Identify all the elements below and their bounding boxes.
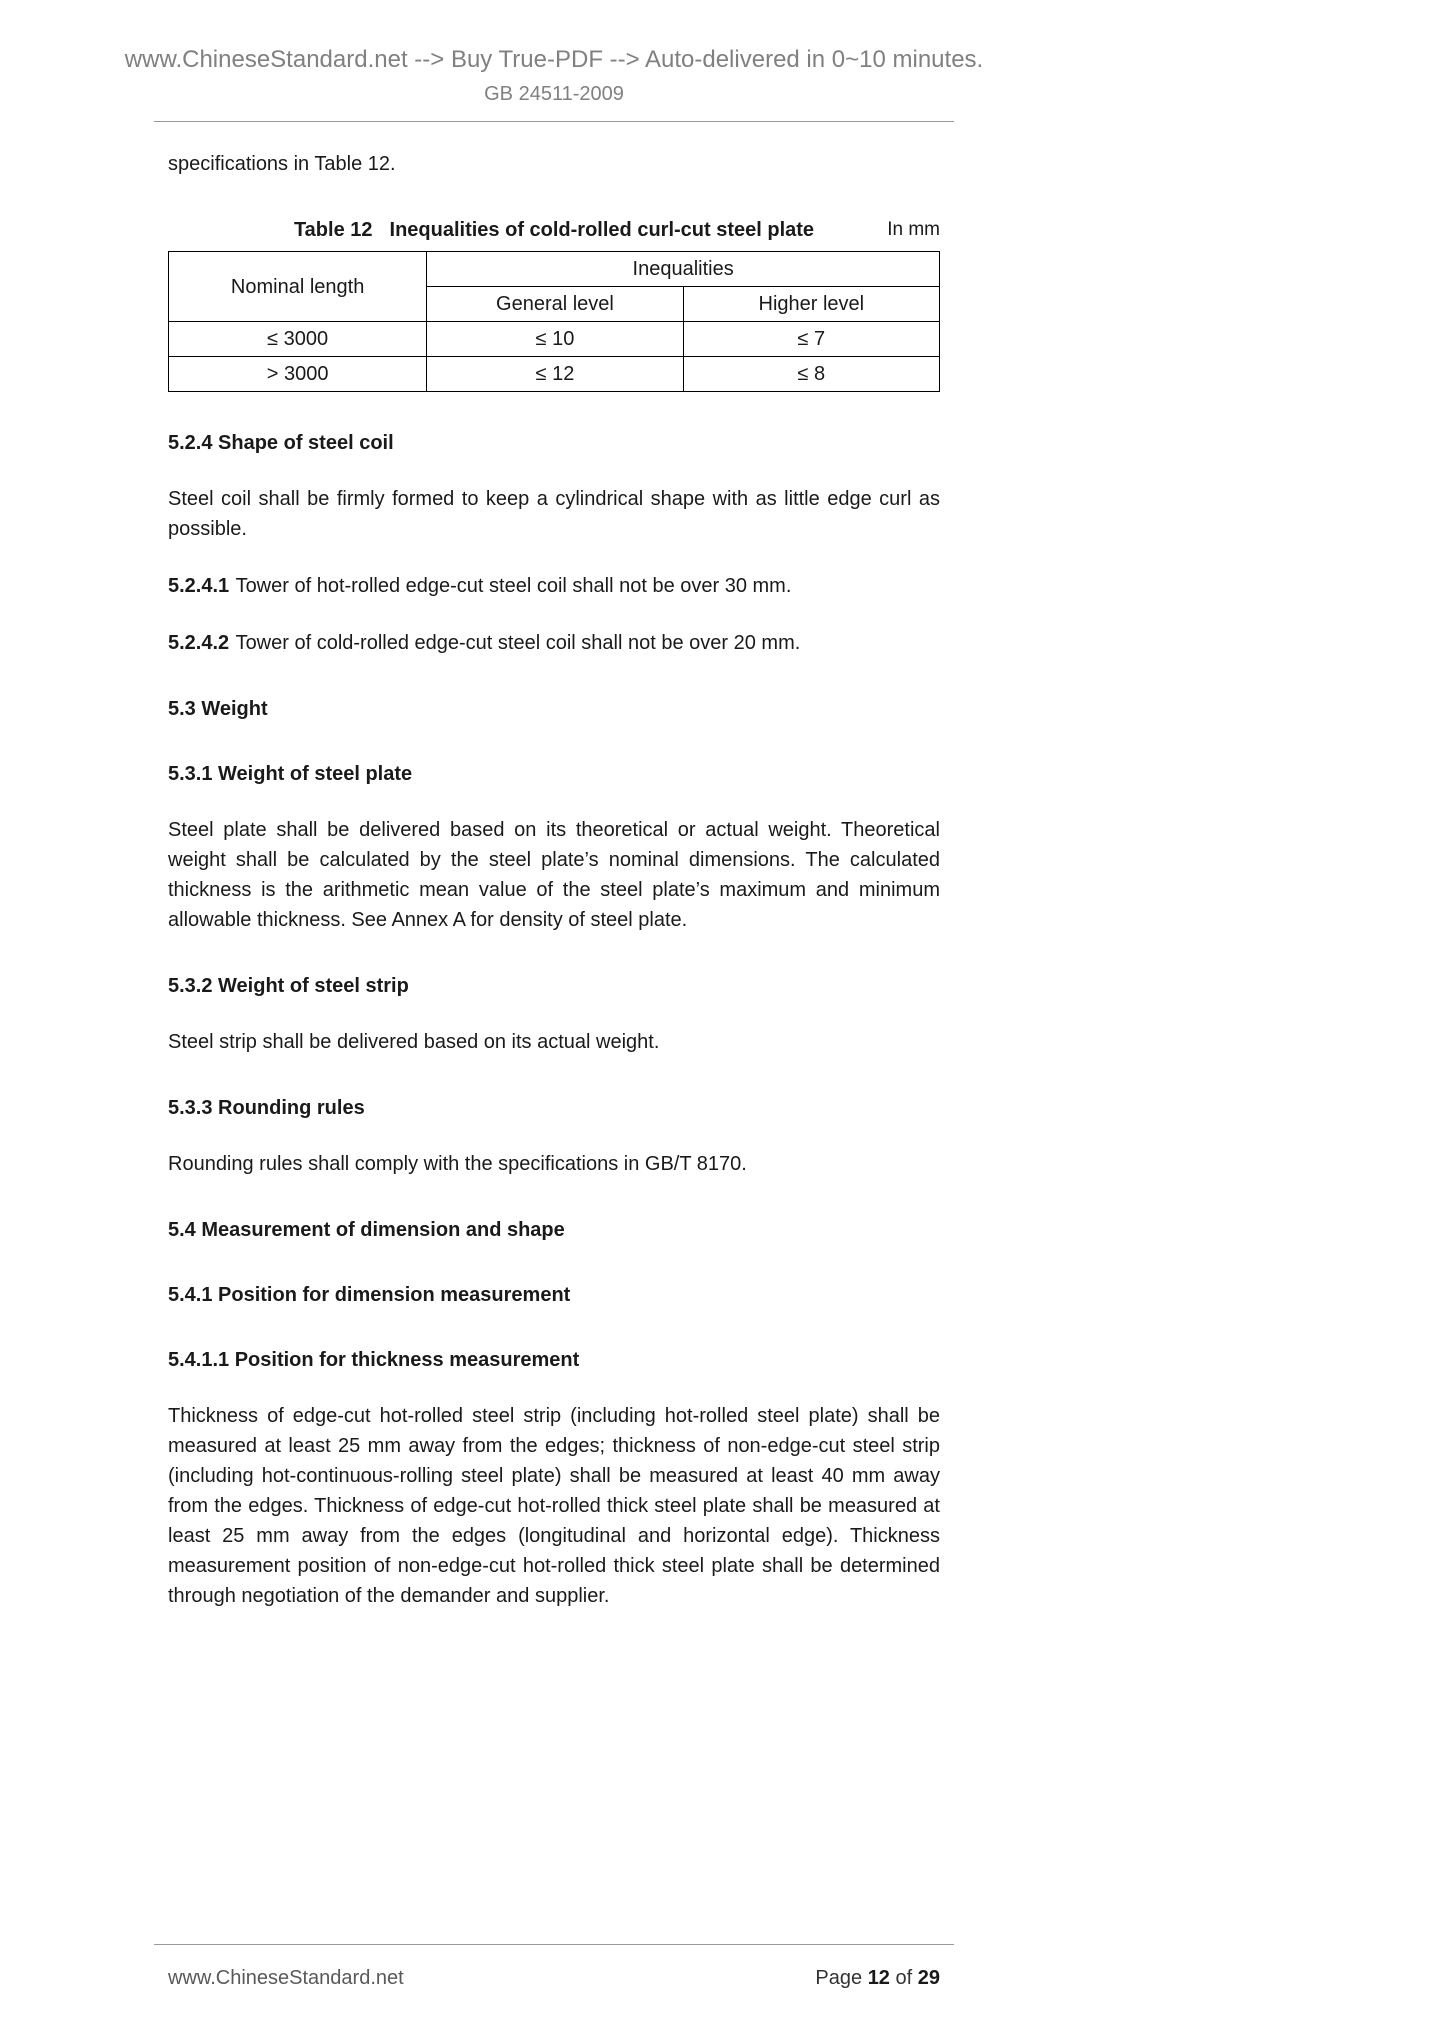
table-caption-text <box>294 219 814 241</box>
paragraph-5-3-2: Steel strip shall be delivered based on its actual weight. <box>168 1031 660 1053</box>
footer-row <box>168 1967 940 1990</box>
footer-site-link: www.ChineseStandard.net <box>168 1967 404 1989</box>
heading-5-4-1-1: 5.4.1.1 Position for thickness measurement <box>168 1349 580 1371</box>
table-cell: ≤ 8 <box>683 357 939 392</box>
header-cell-general-level: General level <box>427 287 683 322</box>
table-row <box>169 322 940 357</box>
heading-5-3-3: 5.3.3 Rounding rules <box>168 1097 365 1119</box>
paragraph-5-2-4: Steel coil shall be firmly formed to keep a cylindrical shape with as little edge curl as possible. <box>168 488 940 540</box>
footer-divider <box>154 1944 954 1945</box>
table-title: Inequalities of cold-rolled curl-cut steel plate <box>389 219 815 241</box>
header-cell-higher-level: Higher level <box>683 287 939 322</box>
table-caption <box>168 217 940 243</box>
header-cell-inequalities: Inequalities <box>427 252 940 287</box>
table-12 <box>168 251 940 392</box>
heading-5-2-4: 5.2.4 Shape of steel coil <box>168 432 394 454</box>
header-promo-text: www.ChineseStandard.net --> Buy True-PDF --> Auto-delivered in 0~10 minutes. <box>124 46 984 73</box>
header-cell-nominal-length: Nominal length <box>169 252 427 322</box>
header-divider <box>154 121 954 122</box>
table-row <box>169 357 940 392</box>
paragraph-5-3-1: Steel plate shall be delivered based on its theoretical or actual weight. Theoretical weight shall be calculated by the steel plate’s nominal dimensions. The calculated thickness is the arithmetic mean value of the steel plate’s maximum and minimum allowable thickness. See Annex A for density of steel plate. <box>168 819 940 931</box>
of-word: of <box>895 1967 913 1989</box>
table-header-row-1 <box>169 252 940 287</box>
page-header <box>124 46 984 122</box>
header-standard-code: GB 24511-2009 <box>484 83 624 105</box>
table-cell: ≤ 3000 <box>169 322 427 357</box>
clause-number-5-2-4-1: 5.2.4.1 <box>168 575 230 597</box>
total-pages: 29 <box>917 1967 940 1989</box>
clause-text-5-2-4-1: Tower of hot-rolled edge-cut steel coil shall not be over 30 mm. <box>235 575 792 597</box>
table-number-label: Table 12 <box>293 219 373 241</box>
paragraph-5-4-1-1: Thickness of edge-cut hot-rolled steel strip (including hot-rolled steel plate) shall be measured at least 25 mm away from the edges; thickness of non-edge-cut steel strip (including hot-continuous-rolling steel plate) shall be measured at least 40 mm away from the edges. Thickness of edge-cut hot-rolled thick steel plate shall be measured at least 25 mm away from the edges (longitudinal and horizontal edge). Thickness measurement position of non-edge-cut hot-rolled thick steel plate shall be determined through negotiation of the demander and supplier. <box>168 1405 940 1607</box>
document-body <box>168 134 940 1611</box>
table-cell: ≤ 10 <box>427 322 683 357</box>
paragraph-5-3-3: Rounding rules shall comply with the specifications in GB/T 8170. <box>168 1153 747 1175</box>
page-indicator <box>815 1967 940 1990</box>
clause-5-2-4-1 <box>168 571 940 601</box>
table-cell: > 3000 <box>169 357 427 392</box>
table-cell: ≤ 7 <box>683 322 939 357</box>
page-footer <box>168 1944 940 1990</box>
clause-number-5-2-4-2: 5.2.4.2 <box>168 632 230 654</box>
heading-5-3-1: 5.3.1 Weight of steel plate <box>168 763 413 785</box>
table-cell: ≤ 12 <box>427 357 683 392</box>
heading-5-4-1: 5.4.1 Position for dimension measurement <box>168 1284 571 1306</box>
page-number: 12 <box>867 1967 890 1989</box>
heading-5-4: 5.4 Measurement of dimension and shape <box>168 1219 565 1241</box>
intro-paragraph: specifications in Table 12. <box>168 153 396 175</box>
table-unit-label: In mm <box>887 219 940 240</box>
heading-5-3: 5.3 Weight <box>168 698 268 720</box>
heading-5-3-2: 5.3.2 Weight of steel strip <box>168 975 409 997</box>
page-word: Page <box>815 1967 863 1989</box>
clause-text-5-2-4-2: Tower of cold-rolled edge-cut steel coil shall not be over 20 mm. <box>235 632 801 654</box>
clause-5-2-4-2 <box>168 628 940 658</box>
